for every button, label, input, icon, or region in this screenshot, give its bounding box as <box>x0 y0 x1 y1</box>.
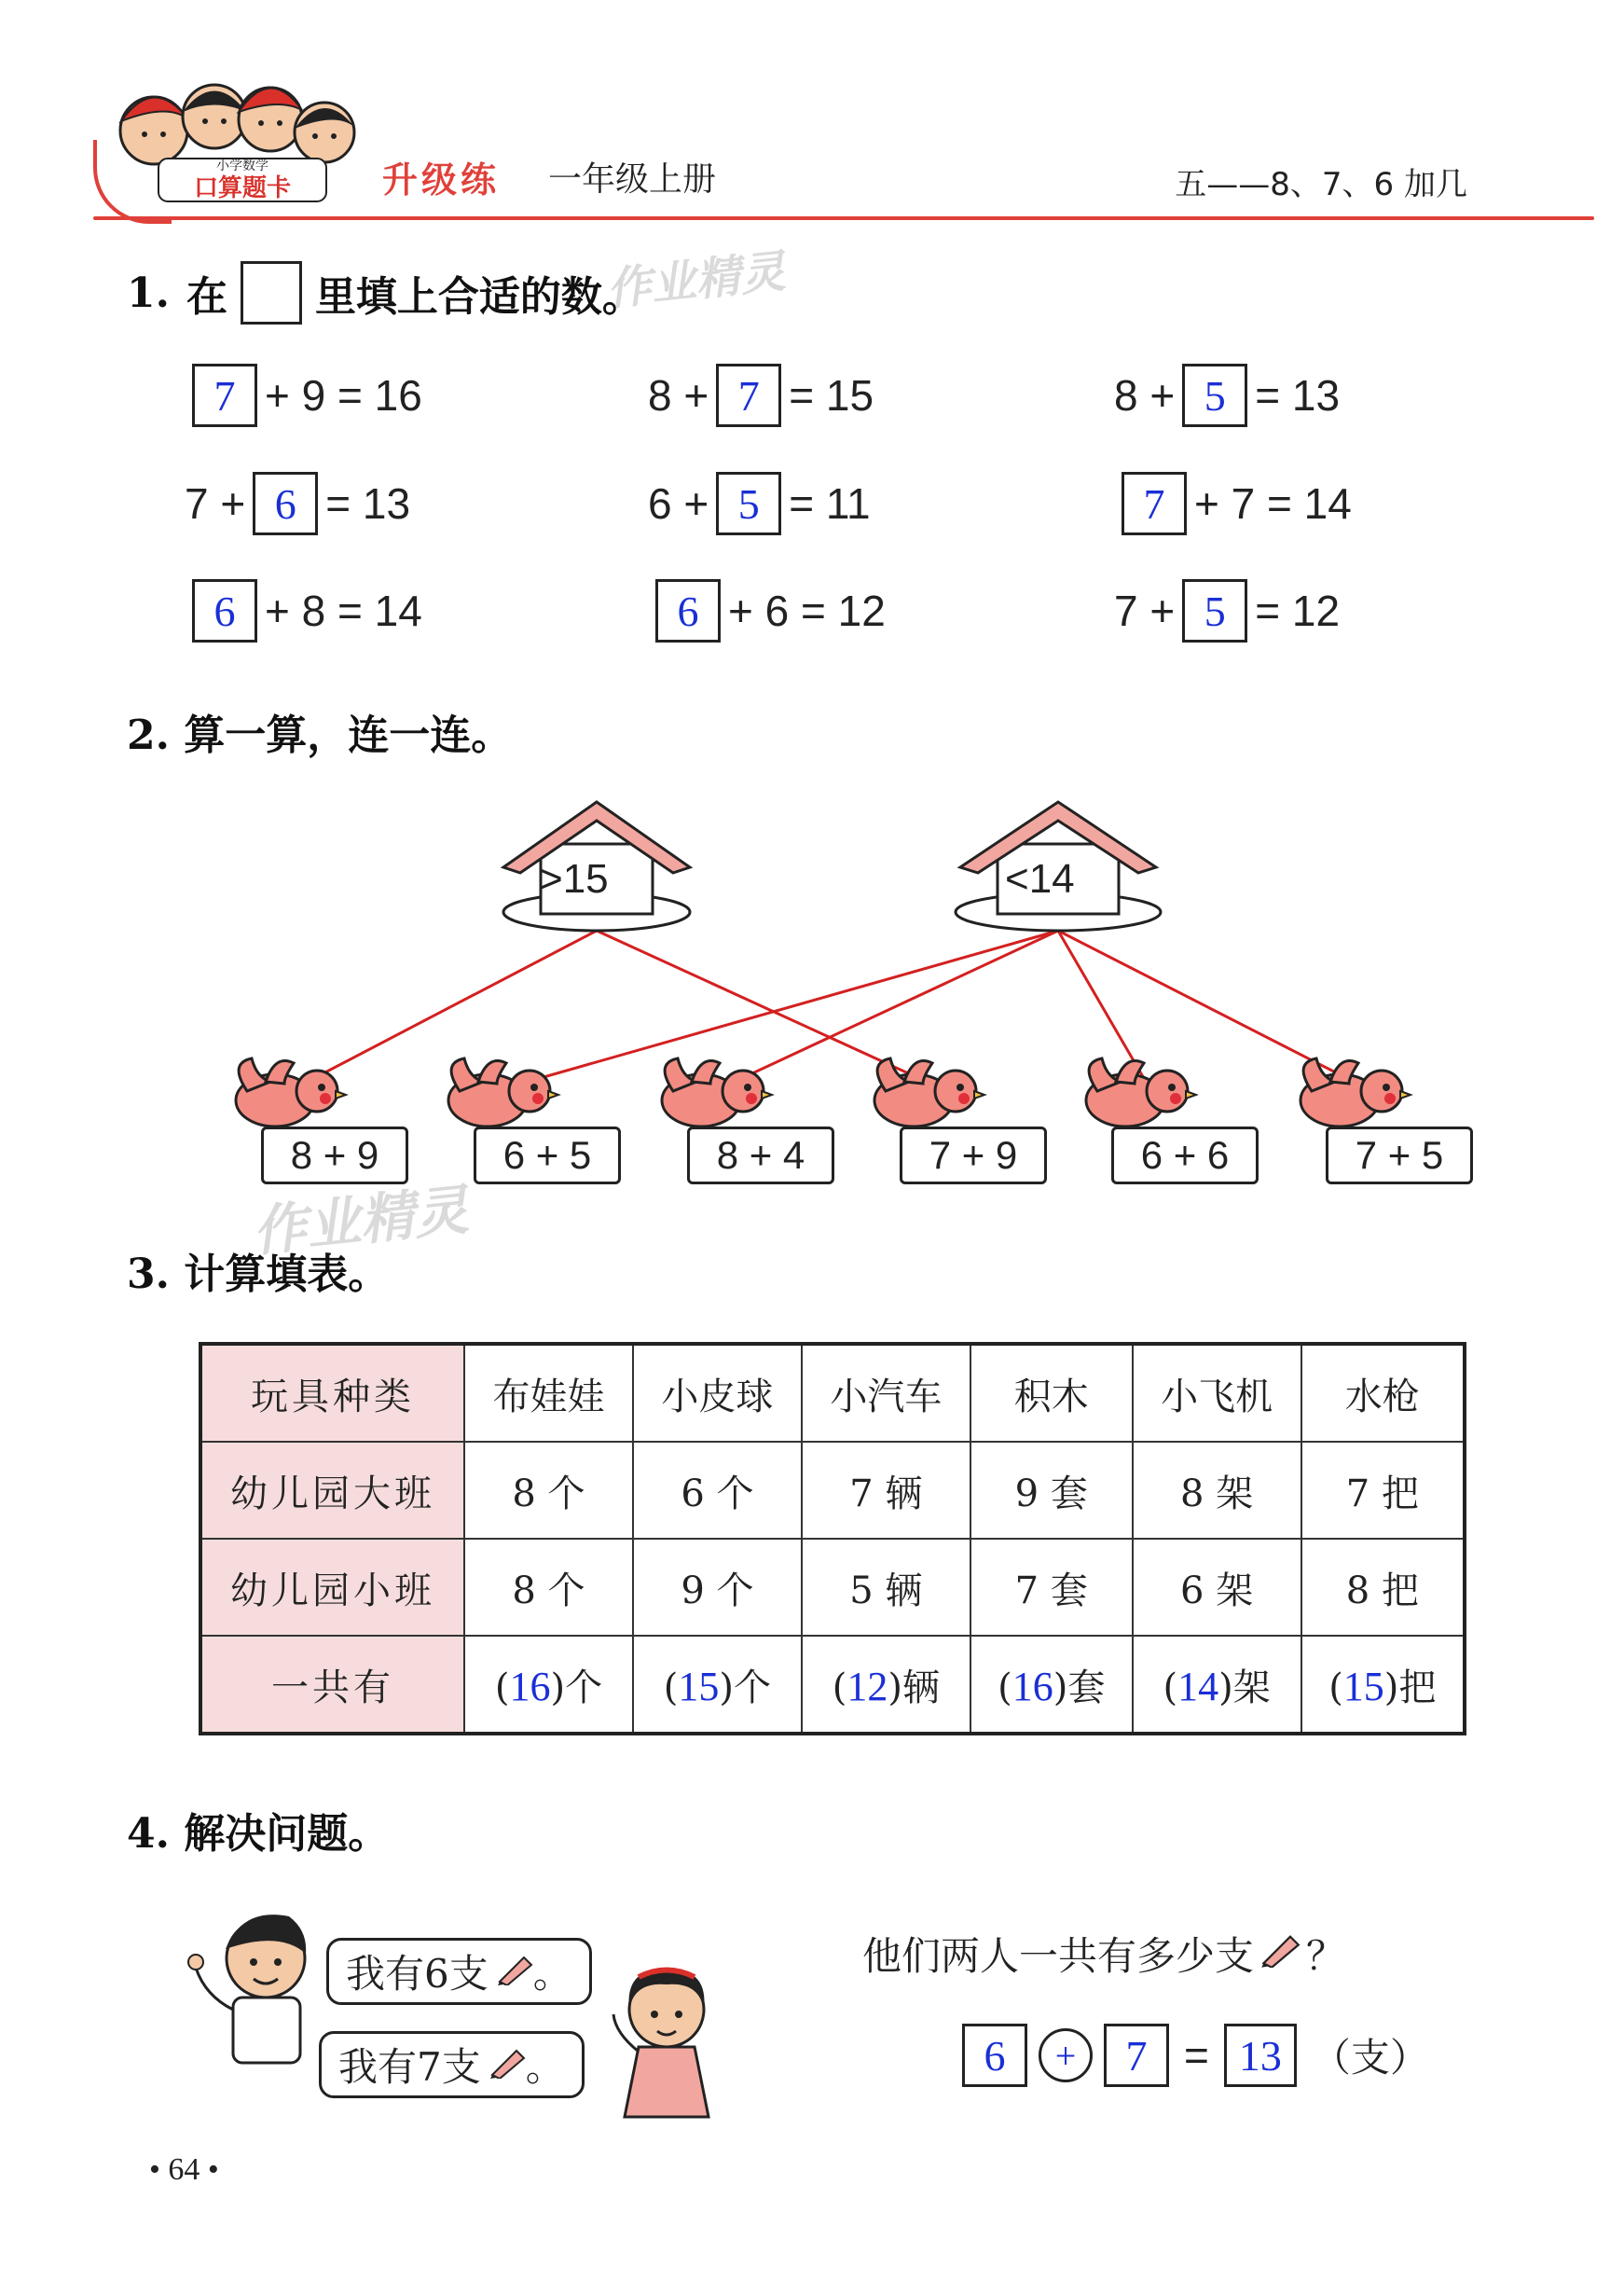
bird-icon <box>1086 1058 1196 1127</box>
girl-speech-bubble <box>319 2031 585 2098</box>
total-unit: 套 <box>1067 1666 1106 1709</box>
boy-illustration <box>186 1902 336 2070</box>
table-column-header: 积木 <box>970 1344 1133 1442</box>
connection-line-2 <box>511 931 1058 1086</box>
grade-label: 一年级上册 <box>548 160 717 199</box>
table-column-header: 布娃娃 <box>464 1344 633 1442</box>
table-column-header: 小汽车 <box>802 1344 970 1442</box>
paren-close: ) <box>1218 1666 1233 1709</box>
q4-question-mark: ？ <box>1306 1933 1346 1979</box>
total-value: 14 <box>1177 1663 1219 1709</box>
table-row-header: 幼儿园小班 <box>200 1539 464 1636</box>
paren-open: ( <box>663 1666 679 1709</box>
q4-plus-circle: + <box>1039 2028 1093 2082</box>
equation-lhs: 6 + <box>648 479 709 528</box>
paren-open: ( <box>998 1666 1012 1709</box>
answer-box[interactable]: 6 <box>253 472 318 535</box>
table-total-cell[interactable] <box>633 1636 802 1734</box>
watermark-top: 作业精灵 <box>604 245 788 316</box>
q4-addend-b: 7 <box>1104 2024 1169 2087</box>
equation-rhs: + 9 = 16 <box>265 371 422 420</box>
table-cell: 7 把 <box>1301 1442 1465 1539</box>
total-unit: 把 <box>1398 1666 1437 1709</box>
table-column-header: 小皮球 <box>633 1344 802 1442</box>
q4-heading: 4. 解决问题。 <box>127 1810 390 1858</box>
equation-lhs: 8 + <box>1114 371 1176 420</box>
pencil-icon <box>489 2042 526 2088</box>
table-cell: 6 个 <box>633 1442 802 1539</box>
q1-number: 1. <box>127 269 170 317</box>
bird-expression-box[interactable]: 6 + 5 <box>474 1127 621 1184</box>
paren-open: ( <box>494 1666 510 1709</box>
table-cell: 6 架 <box>1133 1539 1301 1636</box>
table-cell: 8 把 <box>1301 1539 1465 1636</box>
paren-open: ( <box>1328 1666 1343 1709</box>
equation-r2-c1 <box>648 579 886 643</box>
total-value: 16 <box>1012 1663 1053 1709</box>
table-cell: 9 套 <box>970 1442 1133 1539</box>
q4-question-text: 他们两人一共有多少支 <box>862 1933 1255 1979</box>
paren-close: ) <box>888 1666 902 1709</box>
q4-addend-a: 6 <box>962 2024 1027 2087</box>
house-label-1: <14 <box>1005 856 1075 902</box>
answer-box[interactable]: 7 <box>192 364 257 427</box>
equation-rhs: = 12 <box>1255 587 1341 635</box>
bird-expression-box[interactable]: 7 + 5 <box>1326 1127 1473 1184</box>
table-total-cell[interactable] <box>802 1636 970 1734</box>
equation-rhs: = 13 <box>325 479 411 528</box>
house-label-0: >15 <box>539 856 609 902</box>
equation-r1-c2 <box>1114 472 1352 535</box>
q4-question <box>862 1926 1345 1982</box>
watermark: 作业精灵 <box>249 1178 472 1264</box>
q1-heading <box>127 261 643 325</box>
girl-illustration <box>597 1958 736 2122</box>
equation-r2-c2 <box>1114 579 1340 643</box>
logo-title: 口算题卡 <box>193 174 292 202</box>
connection-line-0 <box>298 931 597 1086</box>
table-corner-header: 玩具种类 <box>200 1344 464 1442</box>
answer-box[interactable]: 7 <box>1122 472 1187 535</box>
boy-speech-end: 。 <box>532 1951 572 1997</box>
q1-heading-post: 里填上合适的数。 <box>314 273 643 321</box>
bird-expression-box[interactable]: 7 + 9 <box>900 1127 1047 1184</box>
equation-r0-c0 <box>185 364 422 427</box>
q4-equation <box>962 2024 1429 2087</box>
equation-rhs: + 6 = 12 <box>728 587 886 635</box>
page-number: • 64 • <box>149 2152 219 2187</box>
paren-open: ( <box>832 1666 847 1709</box>
book-series-title: 升级练 <box>382 159 501 200</box>
total-value: 12 <box>846 1663 888 1709</box>
answer-box[interactable]: 5 <box>716 472 781 535</box>
equation-rhs: = 15 <box>789 371 874 420</box>
bird-icon <box>874 1058 984 1127</box>
total-value: 16 <box>509 1663 551 1709</box>
equation-r0-c1 <box>648 364 874 427</box>
blank-box-sample <box>241 261 302 325</box>
table-row <box>200 1442 1465 1539</box>
equation-r0-c2 <box>1114 364 1340 427</box>
total-value: 15 <box>1342 1663 1384 1709</box>
bird-expression-box[interactable]: 6 + 6 <box>1111 1127 1259 1184</box>
equation-lhs: 7 + <box>185 479 246 528</box>
table-cell: 8 个 <box>464 1442 633 1539</box>
table-total-cell[interactable] <box>970 1636 1133 1734</box>
paren-close: ) <box>1053 1666 1068 1709</box>
table-cell: 7 辆 <box>802 1442 970 1539</box>
total-value: 15 <box>678 1663 720 1709</box>
pencil-icon <box>1259 1931 1301 1977</box>
answer-box[interactable]: 6 <box>192 579 257 643</box>
table-total-cell[interactable] <box>1133 1636 1301 1734</box>
table-cell: 5 辆 <box>802 1539 970 1636</box>
table-cell: 8 架 <box>1133 1442 1301 1539</box>
table-row <box>200 1539 1465 1636</box>
pencil-icon <box>496 1949 533 1995</box>
equation-r2-c0 <box>185 579 422 643</box>
q3-heading: 3. 计算填表。 <box>127 1251 390 1298</box>
equation-rhs: + 7 = 14 <box>1194 479 1352 528</box>
table-cell: 7 套 <box>970 1539 1133 1636</box>
paren-open: ( <box>1163 1666 1178 1709</box>
paren-close: ) <box>550 1666 566 1709</box>
equation-rhs: + 8 = 14 <box>265 587 422 635</box>
toy-table <box>199 1342 1466 1735</box>
boy-speech-text: 我有6支 <box>346 1951 489 1997</box>
girl-speech-text: 我有7支 <box>338 2044 481 2090</box>
logo-subtitle: 小学数学 <box>216 159 268 173</box>
answer-box[interactable]: 5 <box>1182 579 1247 643</box>
table-cell: 9 个 <box>633 1539 802 1636</box>
table-column-header: 水枪 <box>1301 1344 1465 1442</box>
q1-heading-pre: 在 <box>186 273 227 321</box>
table-row-header: 幼儿园大班 <box>200 1442 464 1539</box>
total-unit: 辆 <box>901 1666 940 1709</box>
q4-unit: （支） <box>1311 2035 1429 2081</box>
equation-lhs: 8 + <box>648 371 709 420</box>
total-unit: 架 <box>1232 1666 1271 1709</box>
q2-heading: 2. 算一算，连一连。 <box>127 712 513 759</box>
q4-sum: 13 <box>1224 2024 1297 2087</box>
paren-close: ) <box>1383 1666 1399 1709</box>
girl-speech-end: 。 <box>525 2044 565 2090</box>
answer-box[interactable]: 5 <box>1182 364 1247 427</box>
total-unit: 个 <box>565 1666 603 1709</box>
boy-speech-bubble <box>326 1938 592 2005</box>
bird-icon <box>662 1058 772 1127</box>
book-logo <box>103 65 373 205</box>
equation-rhs: = 11 <box>789 479 871 528</box>
answer-box[interactable]: 7 <box>716 364 781 427</box>
table-total-cell[interactable] <box>464 1636 633 1734</box>
table-total-cell[interactable] <box>1301 1636 1465 1734</box>
bird-expression-box[interactable]: 8 + 9 <box>261 1127 408 1184</box>
answer-box[interactable]: 6 <box>655 579 721 643</box>
total-unit: 个 <box>734 1666 772 1709</box>
bird-icon <box>1301 1058 1411 1127</box>
equation-r1-c1 <box>648 472 871 535</box>
chapter-label: 五——8、7、6 加几 <box>1175 166 1467 203</box>
table-row-header: 一共有 <box>200 1636 464 1734</box>
equation-r1-c0 <box>185 472 410 535</box>
bird-icon <box>448 1058 558 1127</box>
table-cell: 8 个 <box>464 1539 633 1636</box>
equation-lhs: 7 + <box>1114 587 1176 635</box>
table-total-row <box>200 1636 1465 1734</box>
equation-rhs: = 13 <box>1255 371 1341 420</box>
bird-expression-box[interactable]: 8 + 4 <box>687 1127 834 1184</box>
table-column-header: 小飞机 <box>1133 1344 1301 1442</box>
header-rule <box>93 216 1594 220</box>
q4-equals: = <box>1184 2031 1209 2080</box>
paren-close: ) <box>719 1666 735 1709</box>
